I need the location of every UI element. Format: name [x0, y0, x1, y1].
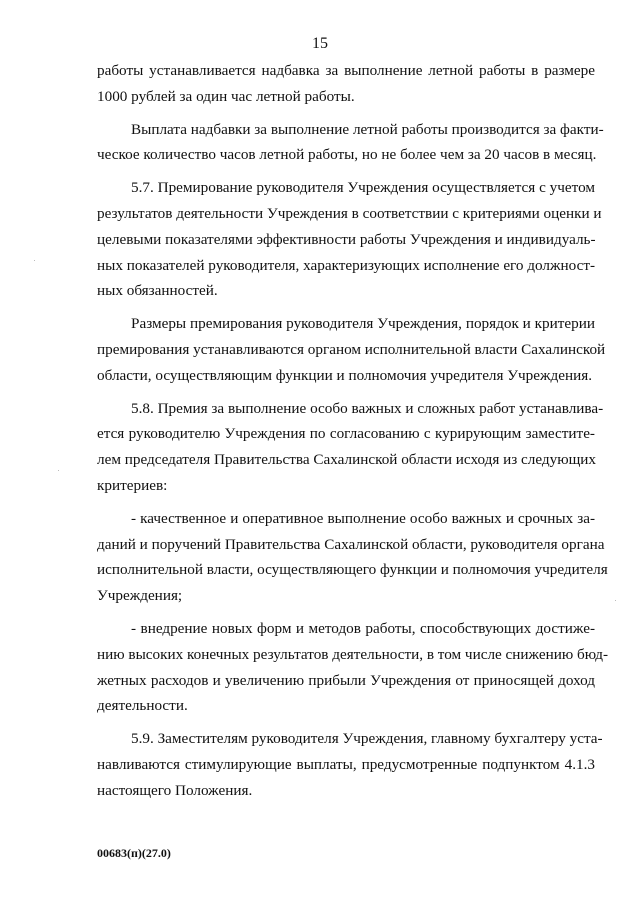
paragraph-line: Выплата надбавки за выполнение летной работы производится за факти- — [131, 120, 604, 138]
scan-speck — [34, 260, 35, 261]
paragraph-line: премирования устанавливаются органом исполнительной власти Сахалинской — [97, 340, 606, 358]
paragraph-line: критериев: — [97, 476, 168, 494]
paragraph — [97, 117, 604, 169]
paragraph-line: лем председателя Правительства Сахалинской области исходя из следующих — [97, 451, 596, 469]
paragraph-line: Учреждения; — [97, 587, 183, 605]
paragraph — [97, 396, 604, 499]
paragraph-line: 5.8. Премия за выполнение особо важных и сложных работ устанавлива- — [131, 399, 604, 417]
paragraph-line: целевыми показателями эффективности работы Учреждения и индивидуаль- — [97, 230, 596, 248]
paragraph-line: даний и поручений Правительства Сахалинской области, руководителя органа — [97, 535, 605, 553]
paragraph-line: ных обязанностей. — [97, 282, 218, 300]
paragraph-line: работы устанавливается надбавка за выполнение летной работы в размере — [97, 62, 595, 79]
paragraph-line: жетных расходов и увеличению прибыли Учреждения от приносящей доход — [97, 671, 595, 689]
paragraph — [97, 726, 603, 803]
paragraph-line: исполнительной власти, осуществляющего функции и полномочия учредителя — [97, 561, 608, 579]
paragraph-line: навливаются стимулирующие выплаты, предусмотренные подпунктом 4.1.3 — [97, 755, 595, 773]
paragraph-line: ется руководителю Учреждения по согласованию с курирующим заместите- — [97, 425, 595, 443]
paragraph-line: - качественное и оперативное выполнение особо важных и срочных за- — [131, 509, 595, 527]
paragraph-line: 1000 рублей за один час летной работы. — [97, 87, 355, 105]
paragraph — [97, 58, 595, 110]
paragraph-line: области, осуществляющим функции и полномочия учредителя Учреждения. — [97, 366, 593, 384]
paragraph-line: 5.9. Заместителям руководителя Учреждения, главному бухгалтеру уста- — [131, 730, 603, 748]
paragraph-line: настоящего Положения. — [97, 781, 253, 799]
paragraph-line: 5.7. Премирование руководителя Учреждения осуществляется с учетом — [131, 179, 595, 197]
paragraph-line: Размеры премирования руководителя Учреждения, порядок и критерии — [131, 315, 595, 333]
paragraph — [97, 175, 602, 304]
paragraph — [97, 616, 609, 719]
document-footer-code: 00683(п)(27.0) — [97, 846, 171, 860]
paragraph — [97, 506, 608, 609]
scan-speck — [58, 470, 59, 471]
paragraph-line: результатов деятельности Учреждения в соответствии с критериями оценки и — [97, 204, 602, 222]
paragraph-line: деятельности. — [97, 697, 188, 715]
scan-speck — [615, 600, 616, 601]
document-body — [97, 58, 609, 811]
paragraph-line: ных показателей руководителя, характеризующих исполнение его должност- — [97, 256, 596, 274]
paragraph-line: нию высоких конечных результатов деятельности, в том числе снижению бюд- — [97, 645, 609, 663]
paragraph-line: - внедрение новых форм и методов работы, способствующих достиже- — [131, 619, 595, 637]
paragraph — [97, 311, 606, 388]
paragraph-line: ческое количество часов летной работы, но не более чем за 20 часов в месяц. — [97, 146, 597, 164]
page-number: 15 — [312, 35, 328, 52]
